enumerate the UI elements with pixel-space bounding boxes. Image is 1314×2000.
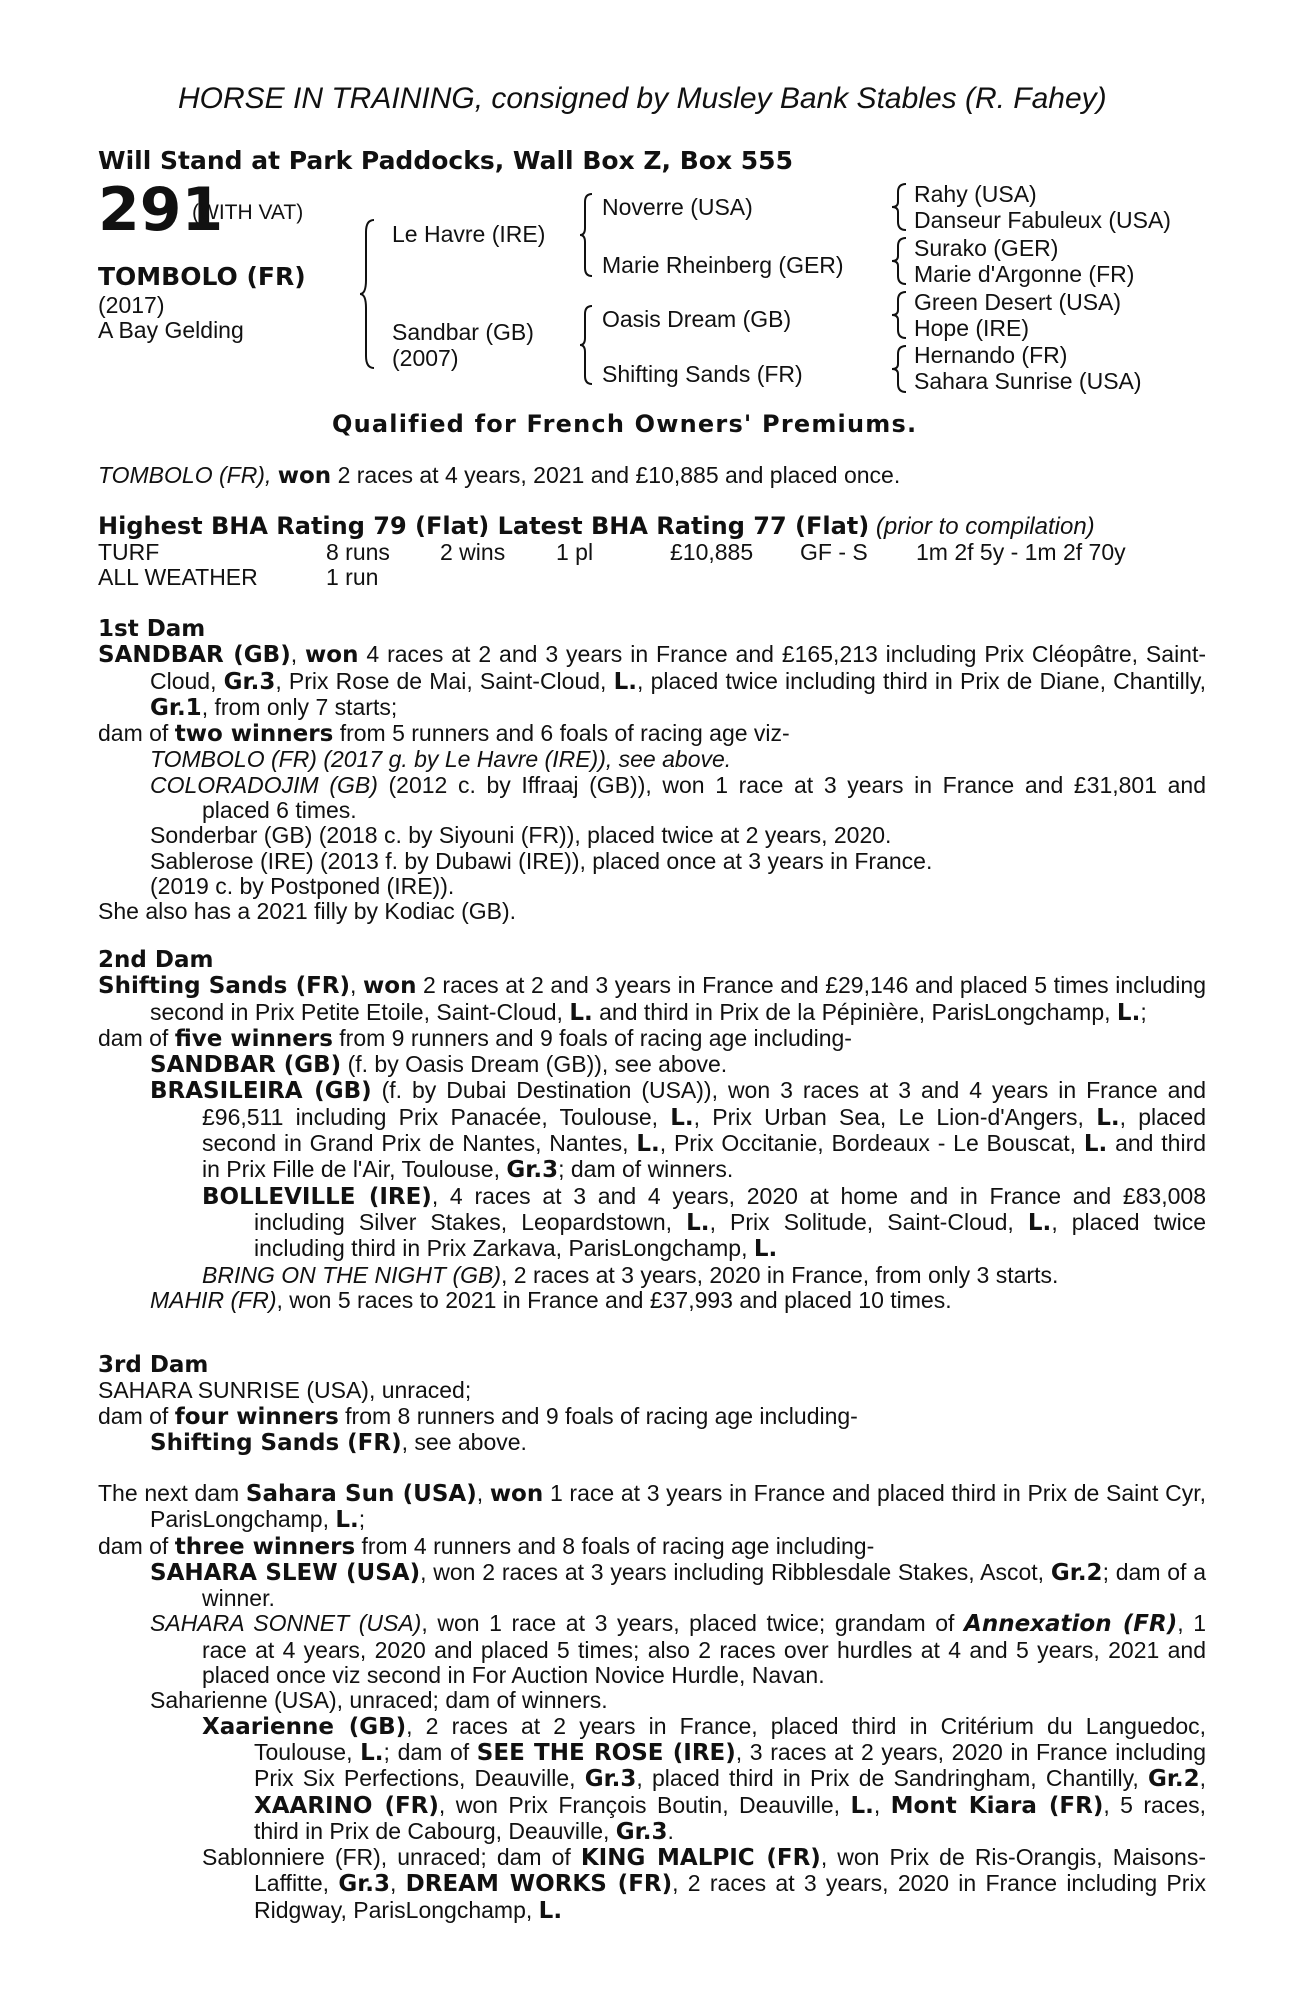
produce-text: (f. by Oasis Dream (GB)), see above.	[347, 1051, 728, 1078]
dam-of-label: dam of	[98, 1532, 169, 1559]
produce-text: , won 5 races to 2021 in France and £37,993 and placed 10 times.	[276, 1286, 952, 1313]
pedigree-bracket-g3	[892, 290, 908, 340]
horse-summary	[98, 463, 900, 489]
listed-badge: L.	[613, 668, 638, 695]
first-dam-won: won	[305, 642, 359, 669]
foaling-year: (2017)	[98, 292, 165, 318]
listed-badge: L.	[753, 1236, 778, 1263]
next-dam-name: Sahara Sun (USA)	[245, 1481, 477, 1507]
listed-badge: L.	[670, 1104, 694, 1131]
produce-2021-filly: She also has a 2021 filly by Kodiac (GB).	[98, 898, 517, 925]
produce-sonderbar: Sonderbar (GB) (2018 c. by Siyouni (FR)), placed twice at 2 years, 2020.	[150, 822, 892, 849]
produce-text: from 8 runners and 9 foals of racing age including-	[345, 1402, 858, 1429]
produce-text: ,	[873, 1791, 881, 1818]
produce-text: , 2 races at 2 years in France, placed third in Critérium du Languedoc, Toulouse,	[254, 1712, 1206, 1765]
pedigree-sire: Le Havre (IRE)	[392, 221, 546, 247]
produce-text: ; dam of a winner.	[202, 1558, 1207, 1612]
produce-text: , placed twice including third in Prix Zarkava, ParisLongchamp,	[254, 1208, 1207, 1262]
second-dam-record: Shifting Sands (FR), won 2 races at 2 and 3 years in France and £29,146 and placed 5 times including second in Prix Petite Etoile, Saint-Cloud, L. and third in Prix de la Pépinière, ParisLongchamp, L.;	[98, 972, 1207, 1026]
stand-location: Will Stand at Park Paddocks, Wall Box Z, Box 555	[98, 146, 793, 175]
turf-placed: 1 pl	[556, 539, 594, 565]
aw-label: ALL WEATHER	[98, 564, 258, 590]
horse-name: TOMBOLO (FR)	[98, 262, 306, 291]
grade-badge: Gr.3	[584, 1766, 637, 1793]
pedigree-g1: Rahy (USA)	[914, 181, 1037, 207]
first-dam-text-4: , from only 7 starts;	[201, 693, 398, 720]
produce-name: SEE THE ROSE (IRE)	[476, 1739, 736, 1766]
produce-sandbar	[98, 1052, 1206, 1078]
listed-badge: L.	[636, 1131, 660, 1158]
produce-name: MAHIR (FR)	[150, 1286, 277, 1313]
produce-text: , won 2 races at 3 years including Ribblesdale Stakes, Ascot,	[420, 1558, 1045, 1585]
produce-text: ; dam of	[383, 1738, 470, 1765]
produce-bring-on-the-night	[98, 1263, 1206, 1288]
listed-badge: L.	[360, 1739, 384, 1766]
produce-name: SAHARA SONNET (USA)	[150, 1610, 422, 1637]
produce-name: BRASILEIRA (GB)	[150, 1078, 372, 1105]
dam-of-label: dam of	[98, 1402, 169, 1429]
second-dam-section	[98, 948, 1206, 1313]
next-dam-section	[98, 1481, 1206, 1924]
first-dam-section	[98, 617, 1206, 925]
first-dam-text-1: 4 races at 2 and 3 years in France and £165,213 including Prix Cléopâtre, Saint-Cloud,	[150, 641, 1207, 694]
listed-badge: L.	[686, 1209, 710, 1236]
winners-count: four winners	[174, 1403, 339, 1430]
vat-label: (WITH VAT)	[192, 201, 304, 224]
second-dam-heading: 2nd Dam	[98, 947, 214, 973]
turf-wins: 2 wins	[440, 539, 506, 565]
next-dam-intro: The next dam	[98, 1480, 240, 1506]
produce-name: Annexation (FR)	[964, 1611, 1178, 1638]
grade-badge: Gr.3	[615, 1818, 668, 1845]
listed-badge: L.	[1096, 1104, 1120, 1131]
produce-text: , Prix Solitude, Saint-Cloud,	[709, 1208, 1014, 1235]
aw-runs: 1 run	[326, 564, 379, 590]
listed-badge: L.	[335, 1507, 359, 1534]
next-dam-text: 1 race at 3 years in France and placed third in Prix de Saint Cyr, ParisLongchamp,	[150, 1480, 1207, 1533]
pedigree-dam-sire: Oasis Dream (GB)	[602, 306, 792, 332]
pedigree-g6: Hope (IRE)	[914, 315, 1030, 341]
turf-distance: 1m 2f 5y - 1m 2f 70y	[916, 539, 1126, 565]
summary-name: TOMBOLO (FR),	[98, 462, 272, 488]
rating-note: (prior to compilation)	[875, 513, 1095, 540]
pedigree-g4: Marie d'Argonne (FR)	[914, 261, 1135, 287]
page-header: HORSE IN TRAINING, consigned by Musley Bank Stables (R. Fahey)	[178, 82, 1107, 115]
produce-saharienne: Saharienne (USA), unraced; dam of winners.	[150, 1687, 608, 1714]
produce-text: , placed second in Grand Prix de Nantes, Nantes,	[202, 1103, 1206, 1157]
produce-name: COLORADOJIM (GB)	[150, 771, 378, 798]
rating-heading-text: Highest BHA Rating 79 (Flat) Latest BHA Rating 77 (Flat)	[98, 512, 870, 540]
produce-name: BRING ON THE NIGHT (GB)	[202, 1261, 501, 1288]
pedigree-g2: Danseur Fabuleux (USA)	[914, 207, 1171, 233]
grade-badge: Gr.2	[1050, 1559, 1103, 1586]
winners-count: two winners	[174, 721, 334, 748]
summary-won: won	[277, 463, 332, 489]
produce-text: Sablonniere (FR), unraced; dam of	[202, 1844, 571, 1871]
pedigree-bracket-main	[360, 218, 380, 370]
produce-text: , won Prix de Ris-Orangis, Maisons-Laffitte,	[254, 1844, 1206, 1897]
produce-tombolo: TOMBOLO (FR) (2017 g. by Le Havre (IRE)), see above.	[150, 746, 732, 773]
listed-badge: L.	[1083, 1131, 1108, 1158]
produce-name: Shifting Sands (FR)	[150, 1429, 402, 1456]
third-dam-produce	[98, 1404, 1206, 1430]
second-dam-text-2: and third in Prix de la Pépinière, ParisLongchamp,	[599, 998, 1111, 1025]
produce-text: , 2 races at 3 years, 2020 in France including Prix Ridgway, ParisLongchamp,	[254, 1870, 1207, 1923]
produce-sahara-slew	[98, 1560, 1206, 1612]
produce-text: (f. by Dubai Destination (USA)), won 3 races at 3 and 4 years in France and £96,511 including Prix Panacée, Toulouse,	[202, 1077, 1207, 1130]
produce-text: ; dam of winners.	[558, 1156, 734, 1183]
produce-text: ,	[390, 1870, 397, 1897]
first-dam-text-2: , Prix Rose de Mai, Saint-Cloud,	[275, 667, 607, 694]
second-dam-won: won	[363, 973, 417, 1000]
next-dam-record: The next dam Sahara Sun (USA), won 1 race at 3 years in France and placed third in Prix de Saint Cyr, ParisLongchamp, L.;	[98, 1480, 1207, 1534]
second-dam-produce	[98, 1026, 1206, 1052]
pedigree-bracket-dam	[580, 304, 596, 386]
pedigree-g3: Surako (GER)	[914, 235, 1059, 261]
produce-text: , 3 races at 2 years, 2020 in France including Prix Six Perfections, Deauville,	[254, 1738, 1207, 1792]
winners-count: three winners	[174, 1533, 356, 1560]
third-dam-section	[98, 1353, 1206, 1456]
produce-text: , 4 races at 3 and 4 years, 2020 at home and in France and £83,008 including Silver Stakes, Leopardstown,	[254, 1182, 1206, 1235]
produce-name: BOLLEVILLE (IRE)	[202, 1183, 432, 1210]
first-dam-name: SANDBAR (GB)	[98, 642, 291, 669]
produce-name: SAHARA SLEW (USA)	[150, 1559, 421, 1586]
second-dam-text-1: 2 races at 2 and 3 years in France and £29,146 and placed 5 times including second in Prix Petite Etoile, Saint-Cloud,	[150, 972, 1207, 1025]
produce-name: XAARINO (FR)	[254, 1792, 439, 1819]
produce-name: Xaarienne (GB)	[202, 1713, 407, 1740]
pedigree-dam-year: (2007)	[392, 345, 459, 371]
produce-text: , Prix Urban Sea, Le Lion-d'Angers,	[693, 1103, 1084, 1130]
listed-badge: L.	[850, 1792, 874, 1819]
next-dam-text: ;	[358, 1506, 366, 1533]
produce-text: from 9 runners and 9 foals of racing age including-	[339, 1024, 852, 1051]
grade-badge: Gr.1	[150, 694, 202, 721]
first-dam-produce	[98, 721, 1206, 747]
listed-badge: L.	[1116, 999, 1141, 1026]
turf-going: GF - S	[800, 539, 868, 565]
produce-sablonniere	[98, 1845, 1206, 1924]
pedigree-g7: Hernando (FR)	[914, 342, 1068, 368]
first-dam-heading: 1st Dam	[98, 616, 206, 642]
produce-text: ,	[1199, 1765, 1207, 1792]
summary-text: 2 races at 4 years, 2021 and £10,885 and placed once.	[337, 462, 901, 488]
produce-text: and third in Prix Fille de l'Air, Toulouse,	[202, 1130, 1207, 1183]
third-dam-record: SAHARA SUNRISE (USA), unraced;	[98, 1377, 472, 1404]
pedigree-dam-dam: Shifting Sands (FR)	[602, 361, 803, 387]
produce-2019-colt: (2019 c. by Postponed (IRE)).	[150, 872, 455, 899]
produce-text: , won 1 race at 3 years, placed twice; grandam of	[421, 1610, 955, 1637]
produce-xaarienne	[98, 1714, 1206, 1845]
produce-sablerose: Sablerose (IRE) (2013 f. by Dubawi (IRE)), placed once at 3 years in France.	[150, 847, 933, 874]
produce-name: Mont Kiara (FR)	[890, 1792, 1104, 1819]
grade-badge: Gr.2	[1147, 1766, 1200, 1793]
produce-bolleville	[98, 1184, 1206, 1263]
second-dam-text-3: ;	[1140, 998, 1147, 1025]
produce-text: , 1 race at 4 years, 2020 and placed 5 times; also 2 races over hurdles at 4 and 5 years, 2021 and placed once viz second in For Auction Novice Hurdle, Navan.	[202, 1610, 1206, 1689]
turf-prize: £10,885	[670, 539, 754, 565]
lot-number: 291	[98, 175, 224, 245]
pedigree-bracket-g1	[892, 182, 908, 232]
produce-text: , 2 races at 3 years, 2020 in France, from only 3 starts.	[501, 1261, 1059, 1288]
produce-text: from 5 runners and 6 foals of racing age viz-	[339, 720, 790, 747]
grade-badge: Gr.3	[338, 1871, 390, 1898]
produce-name: KING MALPIC (FR)	[580, 1845, 821, 1872]
qualified-notice: Qualified for French Owners' Premiums.	[332, 410, 918, 438]
second-dam-name: Shifting Sands (FR)	[98, 973, 351, 1000]
pedigree-sire-sire: Noverre (USA)	[602, 194, 753, 220]
pedigree-bracket-sire	[580, 192, 596, 278]
produce-text: , see above.	[401, 1428, 527, 1455]
listed-badge: L.	[569, 999, 593, 1026]
pedigree-bracket-g2	[892, 236, 908, 286]
produce-text: from 4 runners and 8 foals of racing age including-	[361, 1532, 875, 1559]
produce-text: (2012 c. by Iffraaj (GB)), won 1 race at 3 years in France and £31,801 and placed 6 times.	[202, 771, 1207, 824]
third-dam-heading: 3rd Dam	[98, 1352, 209, 1378]
produce-brasileira	[98, 1078, 1206, 1183]
dam-of-label: dam of	[98, 1024, 169, 1051]
first-dam-text-3: , placed twice including third in Prix de Diane, Chantilly,	[637, 667, 1207, 694]
pedigree-sire-dam: Marie Rheinberg (GER)	[602, 252, 844, 278]
produce-name: DREAM WORKS (FR)	[405, 1871, 673, 1898]
produce-coloradojim	[98, 773, 1206, 824]
pedigree-g5: Green Desert (USA)	[914, 289, 1122, 315]
listed-badge: L.	[1027, 1209, 1052, 1236]
grade-badge: Gr.3	[223, 668, 276, 695]
grade-badge: Gr.3	[506, 1157, 559, 1184]
next-dam-won: won	[489, 1481, 544, 1507]
produce-text: , 5 races, third in Prix de Cabourg, Deauville,	[254, 1791, 1207, 1844]
pedigree-g8: Sahara Sunrise (USA)	[914, 368, 1142, 394]
rating-heading	[98, 512, 1095, 541]
produce-sahara-sonnet	[98, 1611, 1206, 1688]
turf-label: TURF	[98, 539, 160, 565]
winners-count: five winners	[174, 1025, 333, 1052]
produce-mahir	[98, 1288, 1206, 1313]
dam-of-label: dam of	[98, 720, 169, 747]
produce-name: SANDBAR (GB)	[150, 1052, 342, 1079]
next-dam-produce	[98, 1534, 1206, 1560]
produce-text: , placed third in Prix de Sandringham, Chantilly,	[636, 1765, 1139, 1792]
produce-shifting-sands	[98, 1430, 1206, 1456]
produce-text: , won Prix François Boutin, Deauville,	[438, 1791, 840, 1818]
turf-runs: 8 runs	[326, 539, 390, 565]
produce-text: .	[667, 1817, 674, 1844]
horse-description: A Bay Gelding	[98, 317, 244, 343]
listed-badge: L.	[538, 1897, 563, 1924]
pedigree-bracket-g4	[892, 344, 908, 394]
first-dam-record: SANDBAR (GB), won 4 races at 2 and 3 years in France and £165,213 including Prix Cléopâtre, Saint-Cloud, Gr.3, Prix Rose de Mai, Saint-Cloud, L., placed twice including third in Prix de Diane, Chantilly, Gr.1, from only 7 starts;	[98, 641, 1207, 721]
produce-text: , Prix Occitanie, Bordeaux - Le Bouscat,	[659, 1130, 1077, 1157]
pedigree-dam: Sandbar (GB)	[392, 319, 534, 345]
